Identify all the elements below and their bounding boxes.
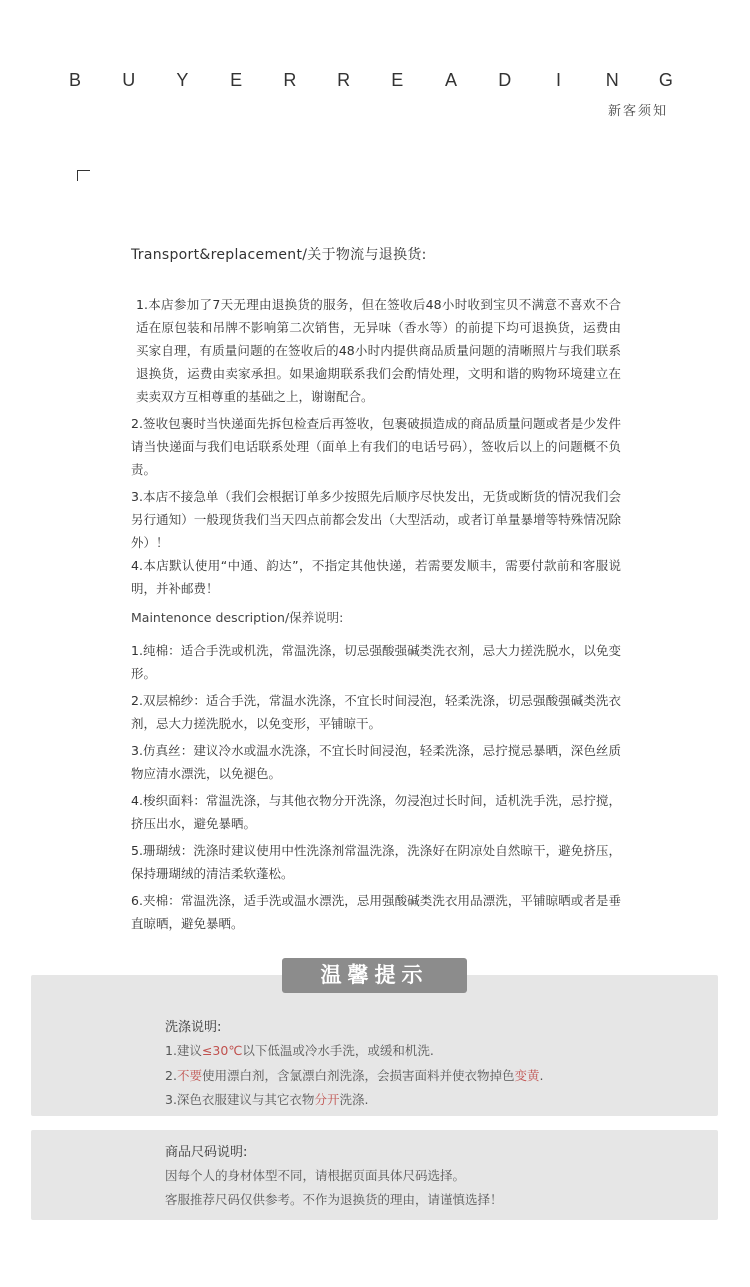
wash-line-1-text: 1.建议: [165, 1043, 202, 1058]
size-instructions-box: [31, 1130, 718, 1220]
transport-paragraphs: [131, 293, 621, 600]
wash-yellowing-highlight: 变黄: [514, 1068, 540, 1083]
header-letter: Y: [176, 70, 189, 90]
header-letters: [68, 70, 673, 91]
wash-instructions-box: [31, 975, 718, 1116]
header-letter: D: [498, 70, 512, 90]
header-letter: A: [445, 70, 458, 90]
maintenance-paragraph: 2.双层棉纱：适合手洗，常温水洗涤，不宜长时间浸泡，轻柔洗涤，切忌强酸强碱类洗衣剂，忌大力搓洗脱水，以免变形，平铺晾干。: [131, 693, 621, 731]
wash-line-1-text: 以下低温或冷水手洗，或缓和机洗.: [242, 1043, 434, 1058]
tips-banner: 温馨提示: [282, 958, 467, 993]
size-title: 商品尺码说明:: [165, 1145, 248, 1160]
header-letter: N: [605, 70, 619, 90]
transport-paragraph: 4.本店默认使用“中通、韵达”，不指定其他快递，若需要发顺丰，需要付款前和客服说明，并补邮费！: [131, 558, 621, 596]
wash-line-2: [165, 1066, 543, 1084]
header-letter: B: [68, 70, 81, 90]
maintenance-paragraph: 4.梭织面料：常温洗涤，与其他衣物分开洗涤，勿浸泡过长时间，适机洗手洗，忌拧搅，挤压出水，避免暴晒。: [131, 793, 621, 831]
wash-line-1: [165, 1041, 434, 1059]
header-letter: U: [122, 70, 136, 90]
size-line-2: 客服推荐尺码仅供参考。不作为退换货的理由，请谨慎选择！: [165, 1192, 503, 1207]
header-letter: E: [230, 70, 243, 90]
wash-line-2-text: .: [539, 1068, 544, 1083]
size-line-1: 因每个人的身材体型不同，请根据页面具体尺码选择。: [165, 1168, 466, 1183]
maintenance-paragraph: 1.纯棉：适合手洗或机洗，常温洗涤，切忌强酸强碱类洗衣剂，忌大力搓洗脱水，以免变形。: [131, 643, 621, 681]
maintenance-paragraph: 5.珊瑚绒：洗涤时建议使用中性洗涤剂常温洗涤，洗涤好在阴凉处自然晾干，避免挤压，保持珊瑚绒的清洁柔软蓬松。: [131, 843, 621, 881]
header-letter: R: [337, 70, 351, 90]
wash-separate-highlight: 分开: [314, 1092, 340, 1107]
maintenance-paragraphs: [131, 639, 621, 935]
header-letter: E: [391, 70, 404, 90]
wash-line-3-text: 3.深色衣服建议与其它衣物: [165, 1092, 315, 1107]
wash-line-2-text: 使用漂白剂，含氯漂白剂洗涤，会损害面料并使衣物掉色: [201, 1068, 515, 1083]
header-subtitle: 新客须知: [607, 104, 668, 119]
wash-title: 洗涤说明:: [165, 1020, 222, 1035]
wash-line-3: [165, 1090, 368, 1108]
maintenance-title: Maintenonce description/保养说明:: [131, 610, 344, 625]
transport-paragraph: 1.本店参加了7天无理由退换货的服务，但在签收后48小时收到宝贝不满意不喜欢不合适在原包装和吊牌不影响第二次销售，无异味（香水等）的前提下均可退换货，运费由买家自理，有质量问题的在签收后的48小时内提供商品质量问题的清晰照片与我们联系退换货，运费由卖家承担。如果逾期联系我们会酌情处理，文明和谐的购物环境建立在卖卖双方互相尊重的基础之上，谢谢配合。: [136, 297, 621, 404]
header-letter: R: [283, 70, 297, 90]
transport-paragraph: 2.签收包裹时当快递面先拆包检查后再签收，包裹破损造成的商品质量问题或者是少发件请当快递面与我们电话联系处理（面单上有我们的电话号码），签收后以上的问题概不负责。: [131, 416, 621, 477]
corner-bracket-decoration: [77, 170, 90, 181]
wash-dont-highlight: 不要: [176, 1068, 202, 1083]
maintenance-paragraph: 3.仿真丝：建议冷水或温水洗涤，不宜长时间浸泡，轻柔洗涤，忌拧搅忌暴晒，深色丝质物应清水漂洗，以免褪色。: [131, 743, 621, 781]
wash-temp-highlight: ≤30℃: [201, 1043, 243, 1058]
header-letter: I: [555, 70, 561, 90]
wash-line-2-text: 2.: [165, 1068, 177, 1083]
wash-line-3-text: 洗涤.: [339, 1092, 369, 1107]
maintenance-paragraph: 6.夹棉：常温洗涤，适手洗或温水漂洗，忌用强酸碱类洗衣用品漂洗，平铺晾晒或者是垂直晾晒，避免暴晒。: [131, 893, 621, 931]
header-letter: G: [658, 70, 673, 90]
transport-paragraph: 3.本店不接急单（我们会根据订单多少按照先后顺序尽快发出，无货或断货的情况我们会另行通知）一般现货我们当天四点前都会发出（大型活动，或者订单量暴增等特殊情况除外）！: [131, 489, 621, 550]
transport-title: Transport&replacement/关于物流与退换货:: [131, 247, 427, 263]
